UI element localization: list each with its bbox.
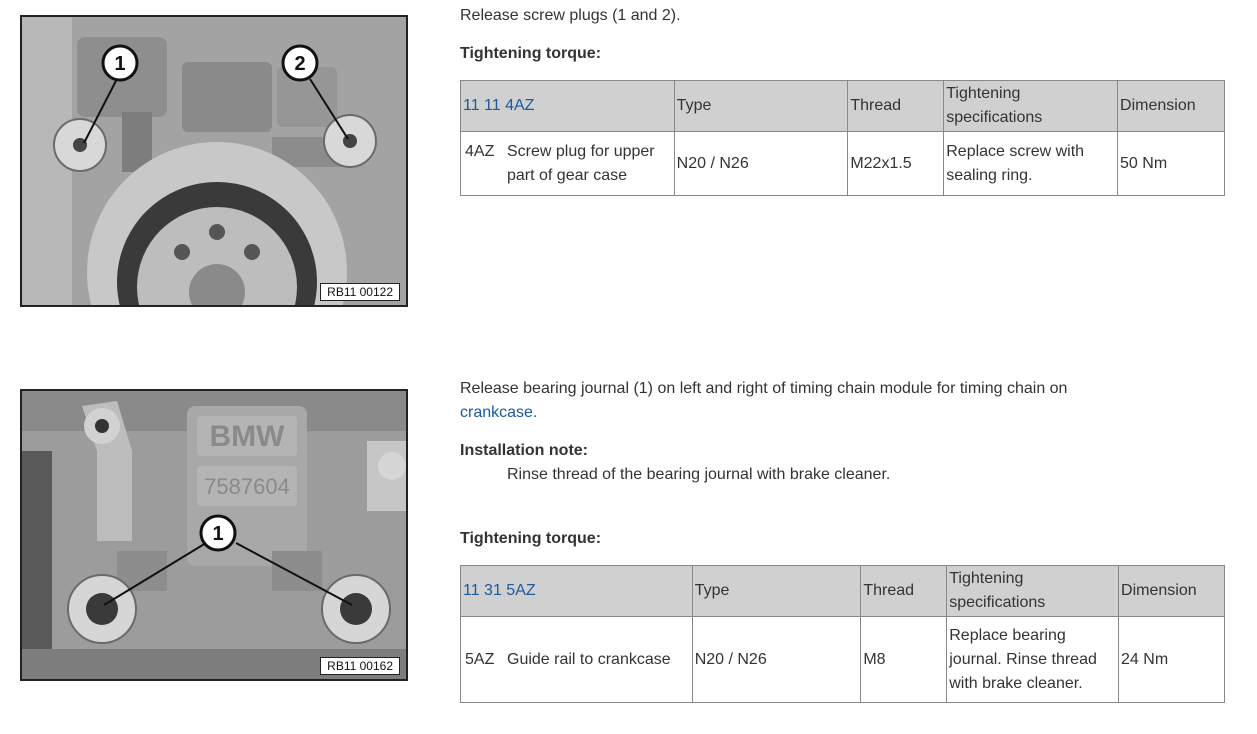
torque-table-4az [460,80,1225,196]
table-code-header[interactable]: 11 31 5AZ [461,566,693,617]
item-code: 5AZ [465,650,495,668]
table-row [461,132,1225,196]
embossed-bmw: BMW [209,420,285,453]
intro-suffix: . [532,404,538,421]
spec-header: Tightening specifications [944,81,1118,132]
spec-header: Tightening specifications [947,566,1119,617]
spec-cell: Replace bearing journal. Rinse thread with brake cleaner. [947,617,1119,703]
torque-table-5az [460,565,1225,703]
table-header-row [461,566,1225,617]
item-cell [461,617,693,703]
installation-note-text: Rinse thread of the bearing journal with brake cleaner. [507,466,891,483]
crankcase-illustration [22,391,406,679]
item-code: 4AZ [465,142,495,160]
dimension-cell: 24 Nm [1119,617,1225,703]
embossed-part-number: 7587604 [204,474,290,499]
section2-intro [460,377,1225,425]
figure-code: RB11 00162 [320,657,400,675]
item-description: Screw plug for upper part of gear case [507,142,655,184]
thread-cell: M22x1.5 [848,132,944,196]
figure-code: RB11 00122 [320,283,400,301]
crankcase-figure [20,389,408,681]
item-description: Guide rail to crankcase [507,650,671,668]
section-bearing-journal [0,375,1257,730]
dimension-header: Dimension [1119,566,1225,617]
gear-case-illustration [22,17,406,305]
table-row [461,617,1225,703]
type-header: Type [674,81,848,132]
type-cell: N20 / N26 [692,617,861,703]
section1-text [460,4,1225,196]
gear-case-figure [20,15,408,307]
dimension-header: Dimension [1118,81,1225,132]
callout-2: 2 [294,53,306,75]
thread-cell: M8 [861,617,947,703]
item-cell [461,132,675,196]
intro-text: Release bearing journal (1) on left and right of timing chain module for timing chain on [460,380,1068,397]
thread-header: Thread [848,81,944,132]
dimension-cell: 50 Nm [1118,132,1225,196]
section2-text [460,377,1225,703]
table-code-header[interactable]: 11 11 4AZ [461,81,675,132]
callout-1: 1 [114,53,126,75]
spec-cell: Replace screw with sealing ring. [944,132,1118,196]
section-screw-plugs [0,0,1257,320]
crankcase-link[interactable]: crankcase [460,404,533,421]
callout-1: 1 [212,523,224,545]
tightening-torque-label: Tightening torque: [460,530,602,547]
table-header-row [461,81,1225,132]
tightening-torque-label: Tightening torque: [460,45,602,62]
installation-note-label: Installation note: [460,442,588,459]
thread-header: Thread [861,566,947,617]
type-header: Type [692,566,861,617]
section1-intro: Release screw plugs (1 and 2). [460,7,681,24]
type-cell: N20 / N26 [674,132,848,196]
